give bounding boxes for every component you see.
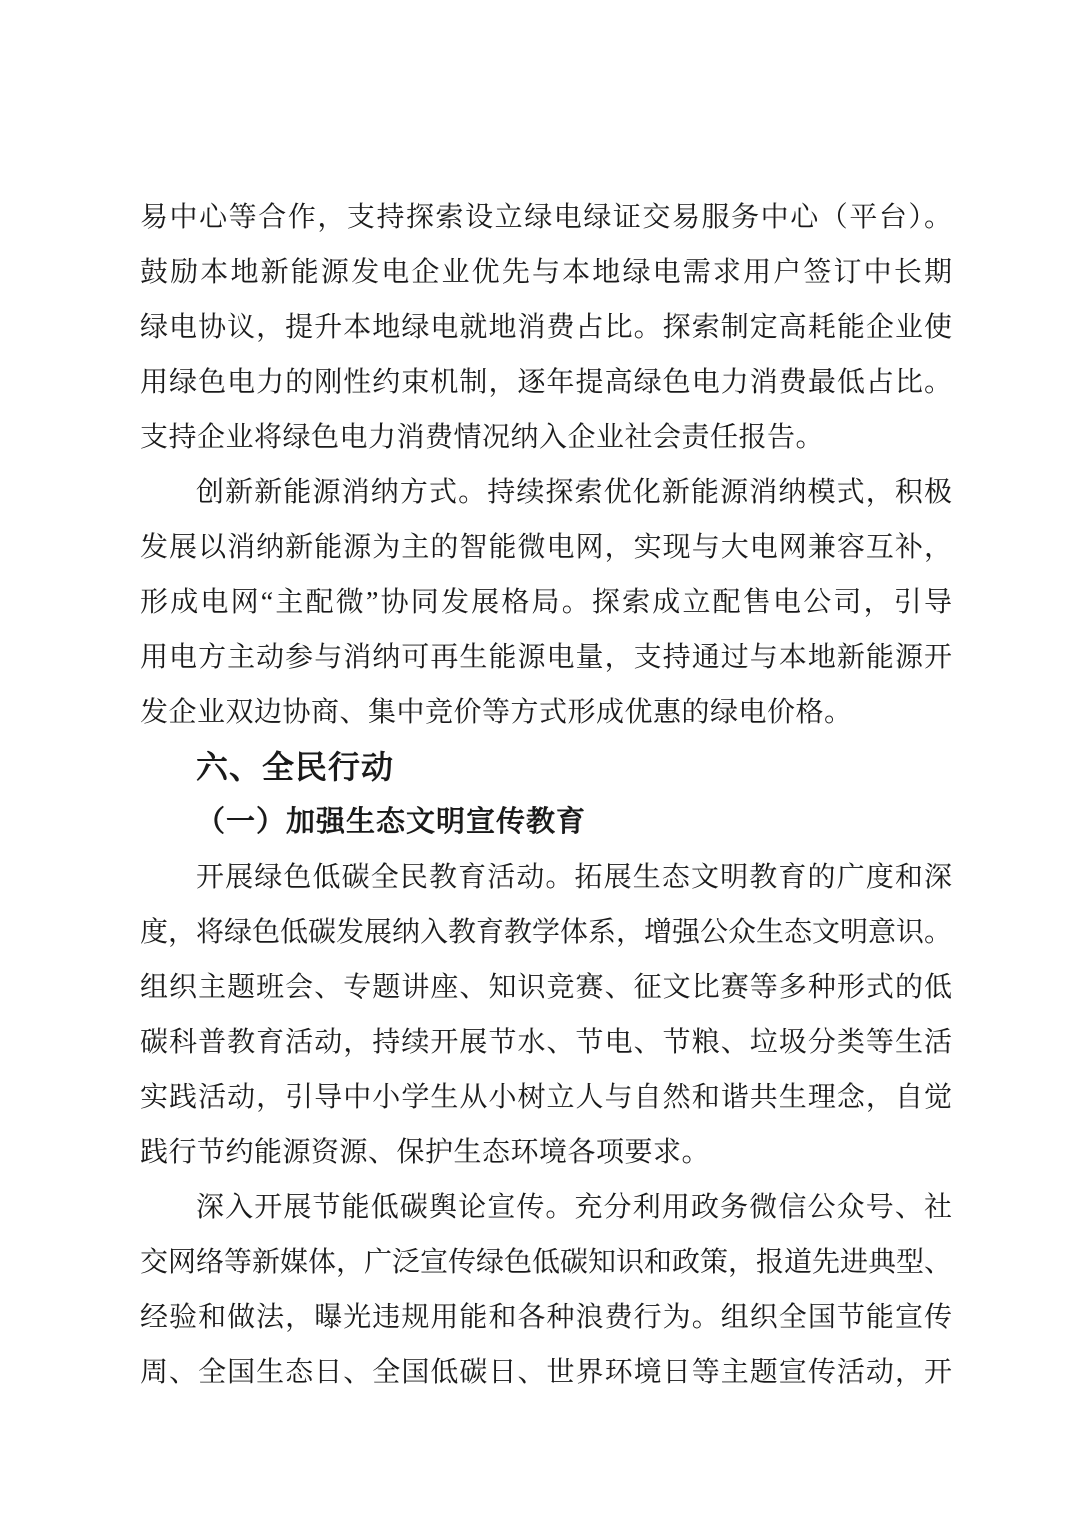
text-line: 经验和做法，曝光违规用能和各种浪费行为。组织全国节能宣传 <box>140 1302 952 1333</box>
paragraph <box>140 465 952 740</box>
text-line: 创新新能源消纳方式。持续探索优化新能源消纳模式，积极 <box>196 477 952 508</box>
text-line: （一）加强生态文明宣传教育 <box>196 806 587 838</box>
text-line: 支持企业将绿色电力消费情况纳入企业社会责任报告。 <box>140 422 825 453</box>
text-line: 深入开展节能低碳舆论宣传。充分利用政务微信公众号、社 <box>196 1192 952 1223</box>
text-line: 发企业双边协商、集中竞价等方式形成优惠的绿电价格。 <box>140 697 853 728</box>
section-heading <box>140 740 952 795</box>
text-line: 形成电网“主配微”协同发展格局。探索成立配售电公司，引导 <box>140 587 952 618</box>
paragraph <box>140 190 952 465</box>
text-line: 用电方主动参与消纳可再生能源电量，支持通过与本地新能源开 <box>140 642 952 673</box>
text-line: 碳科普教育活动，持续开展节水、节电、节粮、垃圾分类等生活 <box>140 1027 952 1058</box>
text-line: 绿电协议，提升本地绿电就地消费占比。探索制定高耗能企业使 <box>140 312 952 343</box>
text-line: 用绿色电力的刚性约束机制，逐年提高绿色电力消费最低占比。 <box>140 367 952 398</box>
text-line: 六、全民行动 <box>196 749 395 785</box>
text-line: 周、全国生态日、全国低碳日、世界环境日等主题宣传活动，开 <box>140 1357 952 1388</box>
document-content <box>140 190 952 1400</box>
text-line: 组织主题班会、专题讲座、知识竞赛、征文比赛等多种形式的低 <box>140 972 952 1003</box>
paragraph <box>140 1180 952 1400</box>
text-line: 开展绿色低碳全民教育活动。拓展生态文明教育的广度和深 <box>196 862 952 893</box>
text-line: 交网络等新媒体，广泛宣传绿色低碳知识和政策，报道先进典型、 <box>140 1247 953 1278</box>
paragraph <box>140 850 952 1180</box>
subsection-heading <box>140 795 952 850</box>
text-line: 发展以消纳新能源为主的智能微电网，实现与大电网兼容互补， <box>140 532 952 563</box>
text-line: 践行节约能源资源、保护生态环境各项要求。 <box>140 1137 711 1168</box>
text-line: 实践活动，引导中小学生从小树立人与自然和谐共生理念，自觉 <box>140 1082 952 1113</box>
text-line: 鼓励本地新能源发电企业优先与本地绿电需求用户签订中长期 <box>140 257 952 288</box>
text-line: 易中心等合作，支持探索设立绿电绿证交易服务中心（平台）。 <box>140 202 952 233</box>
text-line: 度，将绿色低碳发展纳入教育教学体系，增强公众生态文明意识。 <box>140 917 953 948</box>
